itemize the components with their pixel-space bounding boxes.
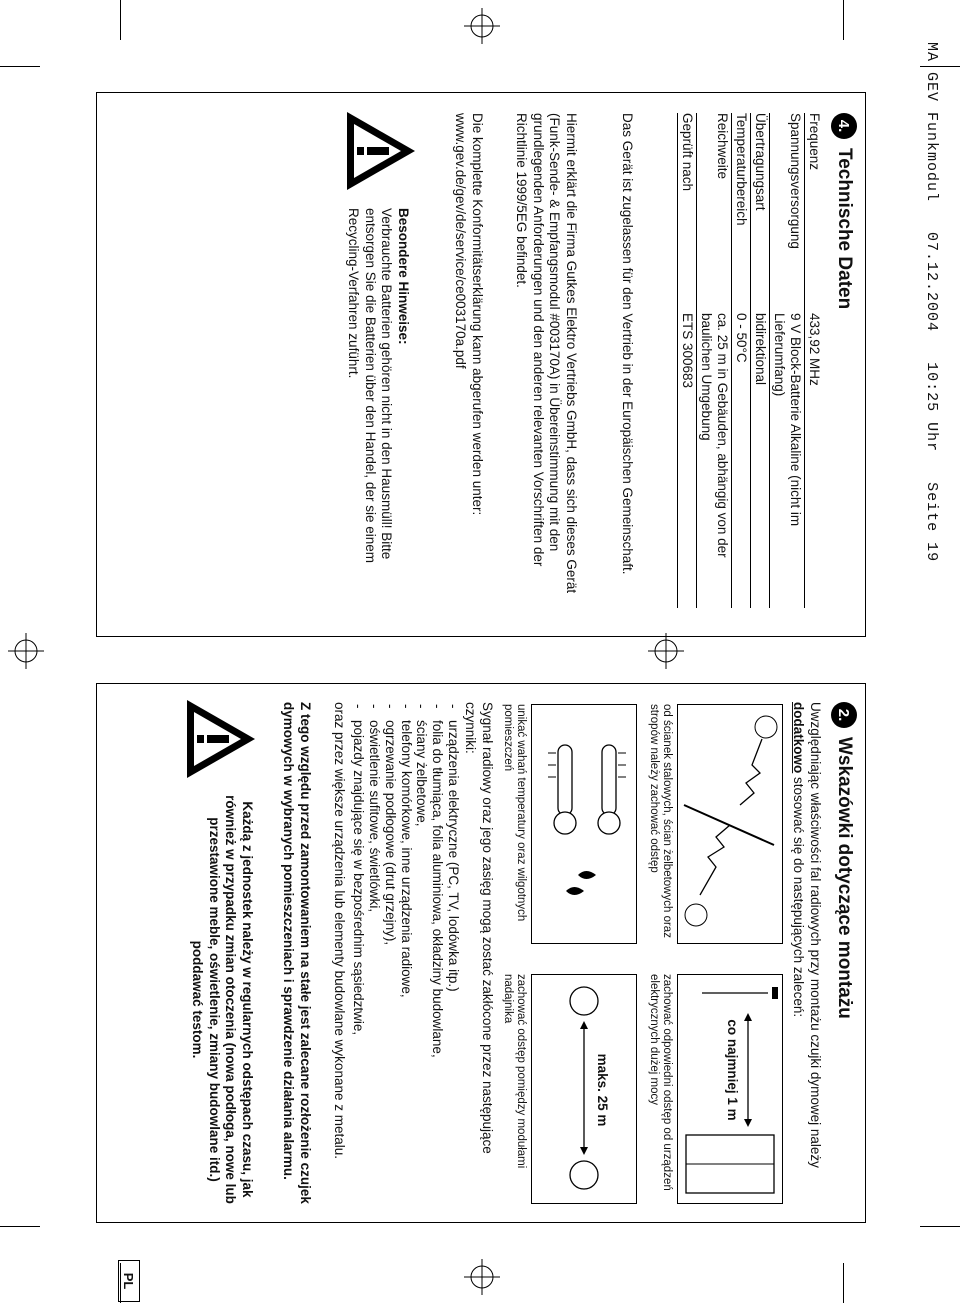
declaration-text: Hiermit erklärt die Firma Gutkes Elektro Vertriebs GmbH, dass sich dieses Gerät (Funk-Sende- & Empfangsmodul #003170A) in Übereinstimmung mit den grundlegenden Anforderungen und den anderen relevanten Vorschriften der Richtlinie 1999/5EG befindet. <box>514 113 579 594</box>
causes-list <box>350 702 461 1207</box>
spec-value: 433,92 MHz <box>807 313 822 386</box>
list-item: - urządzenia elektryczne (PC, TV, lodówka itp.) <box>445 702 461 1207</box>
list-item: - oświetlenie sufitowe, świetlówki, <box>366 702 382 1207</box>
intro-pre: Uwzględniając właściwości fal radiowych przy montażu czujki dymowej należy <box>808 702 823 1168</box>
spec-table <box>677 113 823 608</box>
illustration-range <box>531 974 637 1204</box>
caption-temperature: unikać wahań temperatury oraz wilgotnych pomieszczeń <box>502 704 527 922</box>
header-file-name: MA GEV Funkmodul <box>923 42 940 203</box>
section-heading <box>831 113 857 309</box>
warning-triangle-icon <box>343 108 419 194</box>
distance-label: co najmniej 1 m <box>725 1019 740 1121</box>
header-page: Seite 19 <box>923 482 940 563</box>
spec-label: Frequenz <box>807 113 822 171</box>
list-item: - pojazdy znajdujące się w bezpośrednim sąsiedztwie, <box>350 702 366 1207</box>
section-number-badge: 4. <box>831 113 857 139</box>
caption-range: zachować odstęp pomiędzy modułami nadajnika <box>502 974 527 1169</box>
intro-post: stosować się do następujących zaleceń: <box>791 773 807 1018</box>
approval-text: Das Gerät ist zugelassen für den Vertrieb in der Europäischen Gemeinschaft. <box>620 113 635 575</box>
conformity-text <box>452 113 485 613</box>
causes-outro: oraz przez większe urządzenia lub elementy budowlane wykonane z metalu. <box>332 702 347 1159</box>
intro-emphasis: dodatkowo <box>791 702 807 774</box>
spec-label: Reichweite <box>715 113 730 180</box>
conformity-link[interactable]: www.gev.de/gev/de/service/ce003170a.pdf <box>453 113 469 369</box>
spec-label: Temperaturbereich <box>734 113 749 226</box>
thermometer-icon <box>532 705 636 943</box>
spec-label: Spannungsversorgung <box>788 113 803 249</box>
spec-label: Übertragungsart <box>753 113 768 211</box>
table-row <box>732 113 751 608</box>
section-title: Technische Daten <box>834 148 855 310</box>
notes-block <box>345 208 411 613</box>
warning-text: Każdą z jednostek należy w regularnych odstępach czasu, jak również w przypadku zmian otoczenia (nowa podłoga, nowe lub przestawione meble, oświetlenie, zmiany budowlane itd.) poddawać testom. <box>190 795 255 1204</box>
wall-signal-icon <box>678 705 782 943</box>
table-row <box>697 113 732 608</box>
caption-walls: od ścianek stalowych, ścian żelbetowych oraz stropów należy zachować odstęp <box>648 704 673 938</box>
caption-devices: zachować odpowiedni odstęp od urządzeń elektrycznych dużej mocy <box>648 974 673 1191</box>
spec-value: ETS 300683 <box>680 313 695 389</box>
list-item: - telefony komórkowe, inne urządzenia radiowe, <box>398 702 414 1207</box>
table-row <box>678 113 697 608</box>
causes-intro: Sygnał radiowy oraz jego zasięg mogą zostać zakłócone przez następujące czynniki: <box>463 702 495 1154</box>
list-item: - ściany żelbetowe, <box>414 702 430 1207</box>
language-tag: PL <box>118 1260 140 1302</box>
notes-title: Besondere Hinweise: <box>396 208 411 345</box>
list-item: - folia do tłumiąca, folia aluminiowa, okładziny budowlane, <box>429 702 445 1207</box>
intro-text <box>790 702 823 1207</box>
recommendation-text: Z tego względu przed zamontowaniem na stałe jest zalecane rozłożenie czujek dymowych w wybranych pomieszczeniach i sprawdzenie działania alarmu. <box>281 702 313 1204</box>
spec-value: 9 V Block-Batterie Alkaline (nicht im Lieferumfang) <box>772 313 803 527</box>
header-time: 10:25 Uhr <box>923 362 940 453</box>
conformity-intro: Die komplette Konformitätserklärung kann abgerufen werden unter: <box>470 113 485 516</box>
table-row <box>805 113 824 608</box>
list-item: - ogrzewanie podłogowe (drut grzejny), <box>382 702 398 1207</box>
spec-value: bidirektional <box>753 313 768 386</box>
section-heading <box>831 702 857 1019</box>
panel-installation-notes <box>96 683 866 1223</box>
table-row <box>770 113 805 608</box>
range-icon <box>532 975 636 1203</box>
illustration-devices <box>677 974 783 1204</box>
warning-triangle-icon <box>183 696 259 782</box>
spec-value: ca. 25 m in Gebäuden, abhängig von der baulichen Umgebung <box>699 313 730 558</box>
range-label: maks. 25 m <box>595 1053 610 1127</box>
spec-value: 0 - 50°C <box>734 313 749 363</box>
notes-text: Verbrauchte Batterien gehören nicht in den Hausmüll! Bitte entsorgen Sie die Batterien über den Handel, der sie einem Recycling-Verfahren zuführt. <box>346 208 395 563</box>
print-header <box>923 42 940 562</box>
illustration-temperature <box>531 704 637 944</box>
illustration-walls <box>677 704 783 944</box>
panel-technical-data <box>96 92 866 637</box>
section-number-badge: 2. <box>831 702 857 728</box>
header-date: 07.12.2004 <box>923 232 940 333</box>
spec-label: Geprüft nach <box>680 113 695 192</box>
section-title: Wskazówki dotyczące montażu <box>834 737 855 1019</box>
table-row <box>751 113 770 608</box>
